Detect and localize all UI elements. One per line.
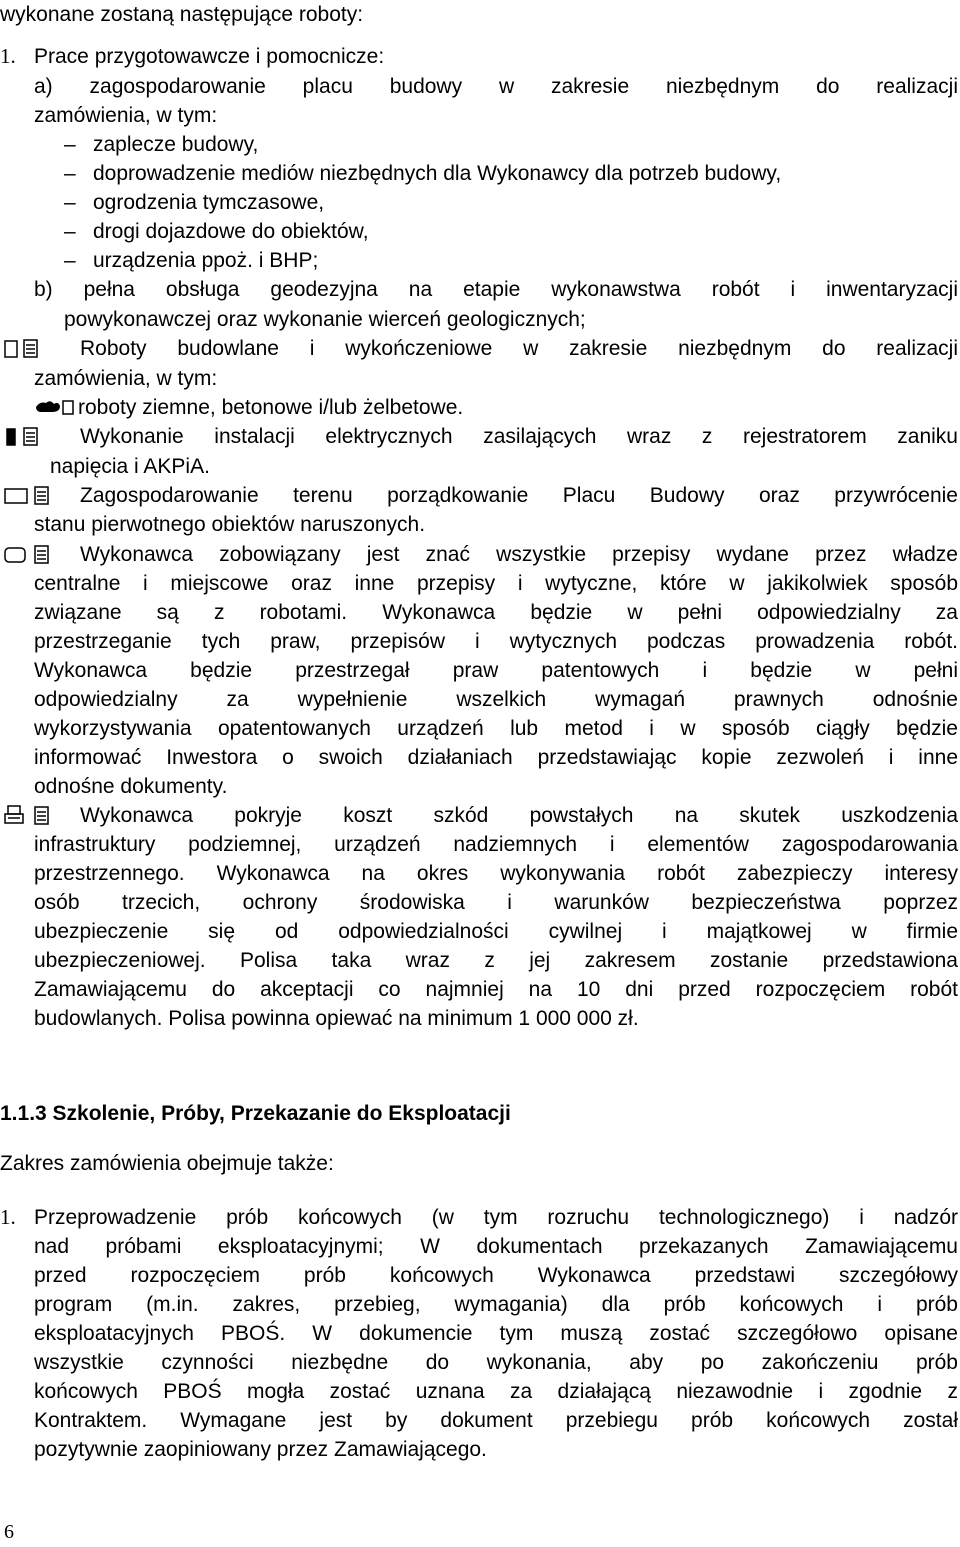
list-item: ogrodzenia tymczasowe,	[93, 191, 325, 214]
szkody-line1: Wykonawca pokryje koszt szkód powstałych na skutek uszkodzenia	[80, 804, 958, 827]
section1-title: Prace przygotowawcze i pomocnicze:	[34, 45, 385, 68]
item-a-line1: a) zagospodarowanie placu budowy w zakresie niezbędnym do realizacji	[34, 75, 958, 98]
paragraph-line: osób trzecich, ochrony środowiska i warunków bezpieczeństwa poprzez	[34, 891, 958, 914]
dash-3: –	[64, 191, 76, 214]
paragraph-line-last: odnośne dokumenty.	[34, 775, 228, 798]
paragraph-line-last: pozytywnie zaopiniowany przez Zamawiającego.	[34, 1438, 487, 1461]
instalacje-line1: Wykonanie instalacji elektrycznych zasilających wraz z rejestratorem zaniku	[80, 425, 958, 448]
document-glyph-icon	[4, 338, 40, 360]
dash-4: –	[64, 220, 76, 243]
paragraph-line: przestrzennego. Wykonawca na okres wykonywania robót zabezpieczy interesy	[34, 862, 958, 885]
paragraph-line: wykorzystywania opatentowanych urządzeń lub metod i w sposób ciągły będzie	[34, 717, 958, 740]
section1-number: 1.	[0, 44, 16, 68]
hand-pointer-glyph-icon	[34, 397, 76, 417]
dash-2: –	[64, 162, 76, 185]
paragraph-line: wszystkie czynności niezbędne do wykonania, aby po zakończeniu prób	[34, 1351, 958, 1374]
paragraph-line: Kontraktem. Wymagane jest by dokument przebiegu prób końcowych został	[34, 1409, 958, 1432]
document-glyph-icon	[4, 544, 52, 566]
item-b-line2: powykonawczej oraz wykonanie wierceń geologicznych;	[64, 308, 586, 331]
document-glyph-icon	[4, 485, 52, 507]
roboty-line1: Roboty budowlane i wykończeniowe w zakresie niezbędnym do realizacji	[80, 337, 958, 360]
printer-glyph-icon	[4, 805, 52, 827]
paragraph-line: centralne i miejscowe oraz inne przepisy i wytyczne, które w jakikolwiek sposób	[34, 572, 958, 595]
section-heading: 1.1.3 Szkolenie, Próby, Przekazanie do Eksploatacji	[0, 1102, 511, 1125]
scope-intro: Zakres zamówienia obejmuje także:	[0, 1152, 334, 1175]
paragraph-line: nad próbami eksploatacyjnymi; W dokumentach przekazanych Zamawiającemu	[34, 1235, 958, 1258]
paragraph-line: końcowych PBOŚ mogła zostać uznana za działającą niezawodnie i zgodnie z	[34, 1380, 958, 1403]
item-a-line2: zamówienia, w tym:	[34, 104, 218, 127]
paragraph-line: ubezpieczeniowej. Polisa taka wraz z jej zakresem zostanie przedstawiona	[34, 949, 958, 972]
paragraph-line: Wykonawca będzie przestrzegał praw patentowych i będzie w pełni	[34, 659, 958, 682]
przepisy-line1: Wykonawca zobowiązany jest znać wszystkie przepisy wydane przez władze	[80, 543, 958, 566]
list-item: drogi dojazdowe do obiektów,	[93, 220, 369, 243]
paragraph-line: odpowiedzialny za wypełnienie wszelkich wymagań prawnych odnośnie	[34, 688, 958, 711]
list-item: doprowadzenie mediów niezbędnych dla Wykonawcy dla potrzeb budowy,	[93, 162, 782, 185]
paragraph-line: informować Inwestora o swoich działaniach przedstawiając kopie zezwoleń i inne	[34, 746, 958, 769]
paragraph-line: Przeprowadzenie prób końcowych (w tym rozruchu technologicznego) i nadzór	[34, 1206, 958, 1229]
document-glyph-icon	[4, 426, 40, 448]
intro-text: wykonane zostaną następujące roboty:	[0, 3, 364, 26]
paragraph-line: ubezpieczenie się od odpowiedzialności cywilnej i majątkowej w firmie	[34, 920, 958, 943]
paragraph-line: związane są z robotami. Wykonawca będzie w pełni odpowiedzialny za	[34, 601, 958, 624]
dash-1: –	[64, 133, 76, 156]
zagospodarowanie-line2: stanu pierwotnego obiektów naruszonych.	[34, 513, 426, 536]
paragraph-line: przestrzeganie tych praw, przepisów i wytycznych podczas prowadzenia robót.	[34, 630, 958, 653]
roboty-line2: zamówienia, w tym:	[34, 367, 218, 390]
paragraph-line-last: budowlanych. Polisa powinna opiewać na minimum 1 000 000 zł.	[34, 1007, 639, 1030]
list-item: zaplecze budowy,	[93, 133, 259, 156]
instalacje-line2: napięcia i AKPiA.	[50, 455, 210, 478]
paragraph-line: program (m.in. zakres, przebieg, wymagania) dla prób końcowych i prób	[34, 1293, 958, 1316]
paragraph-line: przed rozpoczęciem prób końcowych Wykonawca przedstawi szczegółowy	[34, 1264, 958, 1287]
item-b-line1: b) pełna obsługa geodezyjna na etapie wykonawstwa robót i inwentaryzacji	[34, 278, 958, 301]
list-item: urządzenia ppoż. i BHP;	[93, 249, 319, 272]
section2-number: 1.	[0, 1205, 16, 1229]
paragraph-line: Zamawiającemu do akceptacji co najmniej na 10 dni przed rozpoczęciem robót	[34, 978, 958, 1001]
page-number: 6	[4, 1521, 14, 1543]
paragraph-line: infrastruktury podziemnej, urządzeń nadziemnych i elementów zagospodarowania	[34, 833, 958, 856]
dash-5: –	[64, 249, 76, 272]
roboty-sub: roboty ziemne, betonowe i/lub żelbetowe.	[78, 396, 464, 419]
zagospodarowanie-line1: Zagospodarowanie terenu porządkowanie Placu Budowy oraz przywrócenie	[80, 484, 958, 507]
paragraph-line: eksploatacyjnych PBOŚ. W dokumencie tym muszą zostać szczegółowo opisane	[34, 1322, 958, 1345]
